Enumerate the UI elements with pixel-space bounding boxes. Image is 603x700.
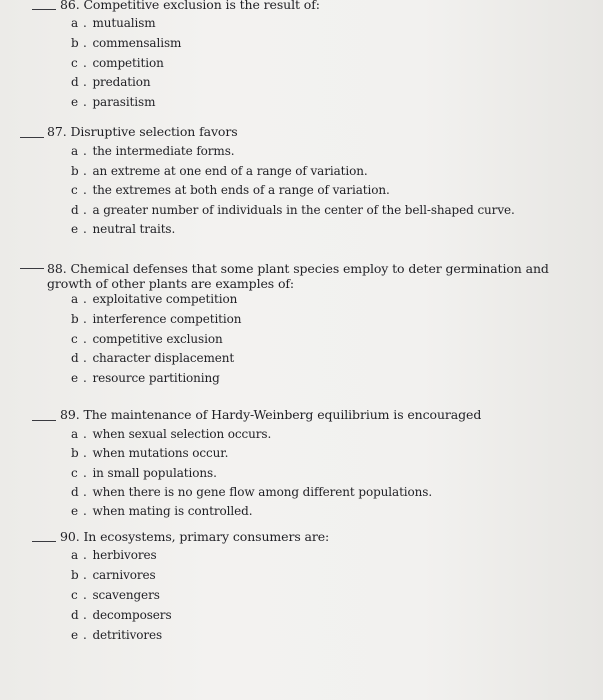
option-letter: d bbox=[71, 203, 79, 217]
option-dot: . bbox=[83, 144, 87, 158]
option-dot: . bbox=[83, 504, 87, 518]
option-a bbox=[71, 144, 234, 158]
option-letter: c bbox=[71, 588, 78, 602]
option-dot: . bbox=[83, 56, 87, 70]
option-letter: c bbox=[71, 183, 78, 197]
option-dot: . bbox=[83, 164, 87, 178]
question-text: Disruptive selection favors bbox=[70, 124, 238, 139]
option-b bbox=[71, 446, 228, 460]
option-text: scavengers bbox=[92, 588, 160, 602]
question-stem bbox=[60, 407, 580, 422]
option-letter: b bbox=[71, 164, 79, 178]
option-letter: b bbox=[71, 312, 79, 326]
option-letter: c bbox=[71, 56, 78, 70]
option-letter: b bbox=[71, 568, 79, 582]
question-stem bbox=[60, 529, 580, 544]
option-c bbox=[71, 332, 223, 346]
option-a bbox=[71, 16, 156, 30]
option-dot: . bbox=[83, 312, 87, 326]
option-dot: . bbox=[83, 548, 87, 562]
option-c bbox=[71, 183, 390, 197]
option-letter: a bbox=[71, 144, 79, 158]
option-letter: a bbox=[71, 427, 79, 441]
option-dot: . bbox=[83, 36, 87, 50]
option-dot: . bbox=[83, 628, 87, 642]
option-d bbox=[71, 485, 432, 499]
option-text: competition bbox=[92, 56, 164, 70]
question-number: 86. bbox=[60, 0, 80, 12]
option-dot: . bbox=[83, 485, 87, 499]
option-dot: . bbox=[83, 466, 87, 480]
option-d bbox=[71, 75, 151, 89]
option-dot: . bbox=[83, 75, 87, 89]
option-text: exploitative competition bbox=[92, 292, 238, 306]
question-number: 87. bbox=[47, 124, 67, 139]
option-dot: . bbox=[83, 332, 87, 346]
option-letter: d bbox=[71, 351, 79, 365]
option-e bbox=[71, 504, 252, 518]
question-text: In ecosystems, primary consumers are: bbox=[83, 529, 330, 544]
option-dot: . bbox=[83, 446, 87, 460]
option-b bbox=[71, 312, 241, 326]
answer-blank[interactable] bbox=[32, 9, 56, 10]
option-text: mutualism bbox=[92, 16, 156, 30]
option-text: interference competition bbox=[92, 312, 242, 326]
option-b bbox=[71, 568, 156, 582]
option-dot: . bbox=[83, 588, 87, 602]
question-text: Competitive exclusion is the result of: bbox=[83, 0, 320, 12]
option-text: resource partitioning bbox=[92, 371, 220, 385]
question-stem bbox=[47, 261, 597, 291]
option-letter: e bbox=[71, 222, 79, 236]
option-dot: . bbox=[83, 95, 87, 109]
answer-blank[interactable] bbox=[32, 420, 56, 421]
option-d bbox=[71, 203, 515, 217]
option-b bbox=[71, 164, 368, 178]
option-text: character displacement bbox=[92, 351, 235, 365]
option-dot: . bbox=[83, 222, 87, 236]
option-dot: . bbox=[83, 371, 87, 385]
option-letter: e bbox=[71, 371, 79, 385]
option-letter: d bbox=[71, 608, 79, 622]
option-text: decomposers bbox=[92, 608, 172, 622]
option-text: neutral traits. bbox=[92, 222, 176, 236]
option-text: when mating is controlled. bbox=[92, 504, 253, 518]
option-d bbox=[71, 608, 172, 622]
question-number: 90. bbox=[60, 529, 80, 544]
option-b bbox=[71, 36, 181, 50]
option-dot: . bbox=[83, 183, 87, 197]
option-dot: . bbox=[83, 203, 87, 217]
option-text: carnivores bbox=[92, 568, 156, 582]
option-text: when mutations occur. bbox=[92, 446, 229, 460]
option-letter: c bbox=[71, 332, 78, 346]
option-dot: . bbox=[83, 351, 87, 365]
option-letter: a bbox=[71, 292, 79, 306]
option-dot: . bbox=[83, 427, 87, 441]
option-letter: c bbox=[71, 466, 78, 480]
option-text: a greater number of individuals in the center of the bell-shaped curve. bbox=[92, 203, 515, 217]
option-letter: e bbox=[71, 628, 79, 642]
option-c bbox=[71, 56, 164, 70]
question-text: The maintenance of Hardy-Weinberg equilibrium is encouraged bbox=[83, 407, 482, 422]
option-dot: . bbox=[83, 16, 87, 30]
option-a bbox=[71, 427, 271, 441]
answer-blank[interactable] bbox=[20, 137, 44, 138]
option-letter: d bbox=[71, 75, 79, 89]
answer-blank[interactable] bbox=[20, 268, 44, 269]
option-text: the extremes at both ends of a range of variation. bbox=[92, 183, 390, 197]
option-text: predation bbox=[92, 75, 151, 89]
answer-blank[interactable] bbox=[32, 541, 56, 542]
option-letter: a bbox=[71, 548, 79, 562]
option-text: competitive exclusion bbox=[92, 332, 223, 346]
question-stem bbox=[47, 124, 587, 139]
option-text: detritivores bbox=[92, 628, 163, 642]
option-dot: . bbox=[83, 608, 87, 622]
option-text: parasitism bbox=[92, 95, 156, 109]
option-c bbox=[71, 466, 217, 480]
option-text: when there is no gene flow among different populations. bbox=[92, 485, 433, 499]
option-e bbox=[71, 371, 220, 385]
option-letter: e bbox=[71, 95, 79, 109]
option-text: herbivores bbox=[92, 548, 157, 562]
option-text: when sexual selection occurs. bbox=[92, 427, 272, 441]
question-stem bbox=[60, 0, 580, 12]
option-text: the intermediate forms. bbox=[92, 144, 235, 158]
question-text: Chemical defenses that some plant species employ to deter germination and growth of other plants are examples of: bbox=[47, 261, 549, 291]
option-a bbox=[71, 548, 157, 562]
option-letter: b bbox=[71, 36, 79, 50]
option-e bbox=[71, 222, 175, 236]
option-letter: d bbox=[71, 485, 79, 499]
option-dot: . bbox=[83, 292, 87, 306]
option-dot: . bbox=[83, 568, 87, 582]
option-text: an extreme at one end of a range of variation. bbox=[92, 164, 368, 178]
question-number: 89. bbox=[60, 407, 80, 422]
option-c bbox=[71, 588, 160, 602]
option-text: in small populations. bbox=[92, 466, 217, 480]
option-d bbox=[71, 351, 234, 365]
option-letter: b bbox=[71, 446, 79, 460]
option-e bbox=[71, 628, 162, 642]
option-letter: e bbox=[71, 504, 79, 518]
question-number: 88. bbox=[47, 261, 67, 276]
option-text: commensalism bbox=[92, 36, 182, 50]
option-e bbox=[71, 95, 155, 109]
option-letter: a bbox=[71, 16, 79, 30]
option-a bbox=[71, 292, 237, 306]
